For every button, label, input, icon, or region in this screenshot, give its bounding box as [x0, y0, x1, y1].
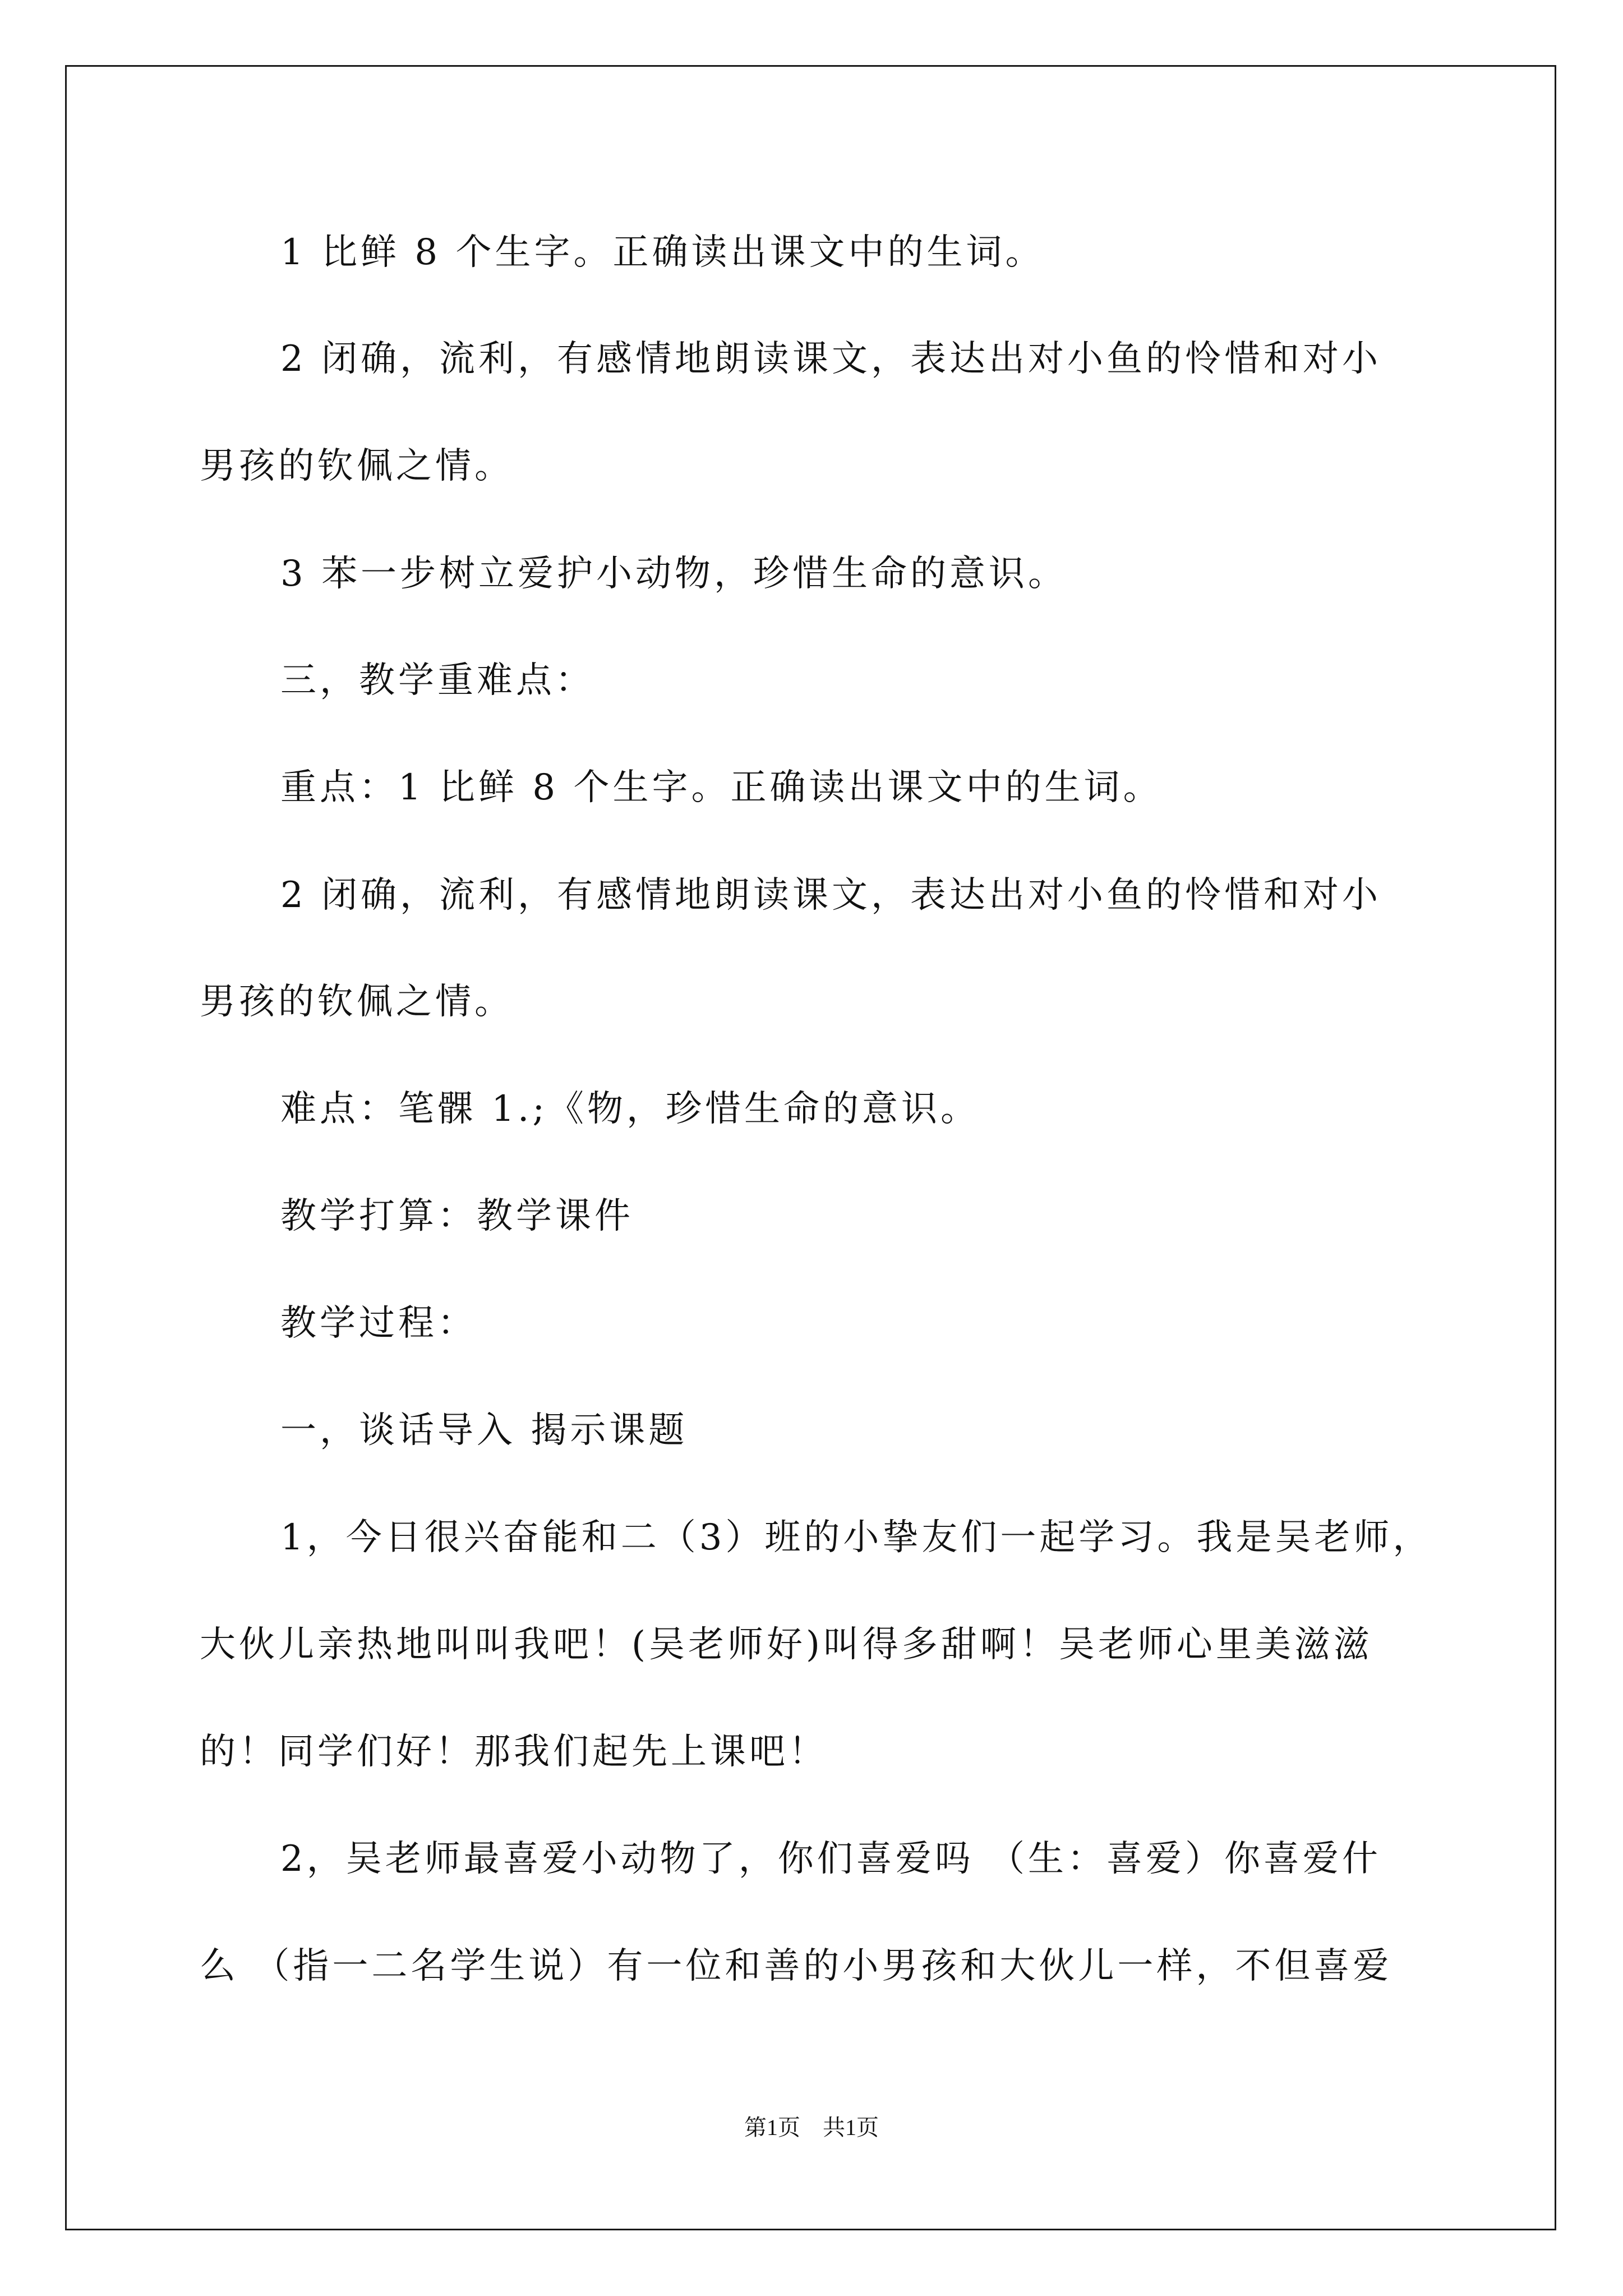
- body-line: 1 比鲜 8 个生字。正确读出课文中的生词。: [280, 232, 1045, 273]
- body-line: 1，今日很兴奋能和二（3）班的小挚友们一起学习。我是吴老师，: [280, 1517, 1432, 1558]
- page-border: [65, 65, 1556, 2230]
- body-line: 大伙儿亲热地叫叫我吧！(吴老师好)叫得多甜啊！吴老师心里美滋滋: [200, 1624, 1373, 1665]
- section-heading: 三，教学重难点：: [280, 660, 594, 701]
- body-line: 难点：笔髁 1.;《物，珍惜生命的意识。: [280, 1088, 980, 1130]
- section-heading: 一，谈话导入 揭示课题: [280, 1410, 688, 1451]
- body-line: 3 苯一步树立爱护小动物，珍惜生命的意识。: [280, 553, 1068, 595]
- body-line: 男孩的钦佩之情。: [200, 445, 514, 487]
- page-number-footer: 第1页 共1页: [744, 2115, 879, 2140]
- body-line: 么 （指一二名学生说）有一位和善的小男孩和大伙儿一样，不但喜爱: [200, 1945, 1393, 1987]
- body-line: 2，吴老师最喜爱小动物了，你们喜爱吗 （生：喜爱）你喜爱什: [280, 1838, 1382, 1880]
- body-line: 的！同学们好！那我们起先上课吧！: [200, 1731, 828, 1773]
- body-line: 2 闭确，流利，有感情地朗读课文，表达出对小鱼的怜惜和对小: [280, 338, 1382, 380]
- body-line: 2 闭确，流利，有感情地朗读课文，表达出对小鱼的怜惜和对小: [280, 875, 1382, 916]
- body-line: 男孩的钦佩之情。: [200, 981, 514, 1023]
- body-line: 重点：1 比鲜 8 个生字。正确读出课文中的生词。: [280, 767, 1163, 808]
- body-line: 教学过程：: [280, 1303, 477, 1344]
- body-line: 教学打算：教学课件: [280, 1195, 634, 1237]
